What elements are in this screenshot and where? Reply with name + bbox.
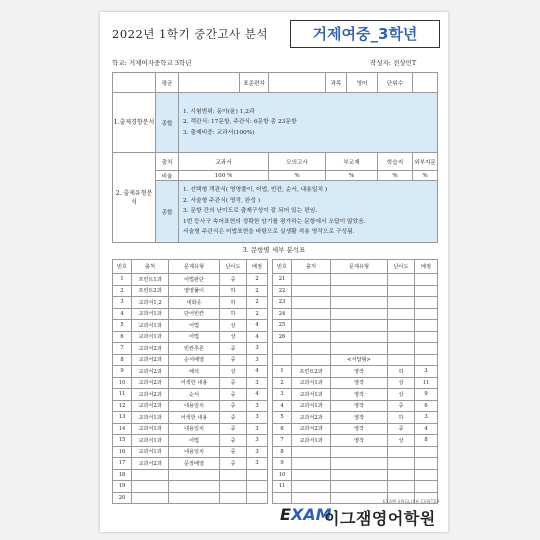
- academy-logo: [280, 499, 440, 529]
- table-cell: 20: [113, 492, 132, 504]
- table-cell: 내용일치: [169, 446, 220, 458]
- list-item: 3. 문항 간의 난이도로 출제구성이 잘 되어 있는 편임.: [183, 208, 318, 215]
- table-cell: 상: [220, 331, 247, 343]
- table-cell: [388, 297, 415, 309]
- table-row: [113, 366, 438, 378]
- table-cell: 어법판단: [169, 274, 220, 286]
- col-header: 출처: [132, 260, 169, 274]
- list-item: 1. 시험범위: 동아(윤) 1,2과: [183, 108, 255, 115]
- table-cell: 순서: [169, 389, 220, 401]
- table-row: [113, 412, 438, 424]
- ratio-cell: %: [378, 171, 413, 181]
- table-cell: 8: [273, 446, 292, 458]
- logo-mark-rest: XAM: [290, 505, 332, 524]
- source-cell: 교과서: [179, 153, 269, 171]
- ratio-cell: 100 %: [179, 171, 269, 181]
- table-row: [113, 274, 438, 286]
- table-cell: 영작: [331, 377, 388, 389]
- table-cell: 영작: [331, 400, 388, 412]
- table-cell: <서답형>: [331, 354, 388, 366]
- source-cell: 학습지: [378, 153, 413, 171]
- table-cell: [415, 469, 438, 481]
- table-cell: 하: [220, 297, 247, 309]
- table-cell: 4: [247, 331, 268, 343]
- col-header: 번호: [113, 260, 132, 274]
- table-cell: 4: [247, 320, 268, 332]
- table-cell: [415, 354, 438, 366]
- col-header: 문제유형: [169, 260, 220, 274]
- table-cell: [292, 458, 331, 470]
- table-cell: 교과서1과: [132, 435, 169, 447]
- table-row: [113, 331, 438, 343]
- table-cell: [388, 274, 415, 286]
- table-cell: 프린트1과: [132, 274, 169, 286]
- table-cell: 교과서1과: [292, 389, 331, 401]
- table-cell: 4: [113, 308, 132, 320]
- table-row: [113, 308, 438, 320]
- table-row: [113, 297, 438, 309]
- table-cell: 교과서1과: [132, 412, 169, 424]
- table-cell: 8: [113, 354, 132, 366]
- table-cell: 상: [388, 389, 415, 401]
- table-cell: 교과서2과: [132, 366, 169, 378]
- table-cell: [415, 446, 438, 458]
- table-cell: 4: [247, 389, 268, 401]
- table-cell: [331, 481, 388, 493]
- logo-mark-e: E: [280, 505, 291, 524]
- table-row: [113, 389, 438, 401]
- section2-list: [179, 181, 438, 243]
- table-cell: 중: [220, 354, 247, 366]
- col-header: 난이도: [220, 260, 247, 274]
- table-cell: 해석: [169, 366, 220, 378]
- table-cell: 10: [113, 377, 132, 389]
- table-cell: 하: [220, 308, 247, 320]
- table-cell: 4: [415, 423, 438, 435]
- detail-body: [113, 274, 438, 504]
- table-cell: 14: [113, 423, 132, 435]
- summary-cell: 영어: [347, 73, 378, 93]
- table-cell: 2: [247, 285, 268, 297]
- table-cell: 영작: [331, 435, 388, 447]
- table-cell: 19: [113, 481, 132, 493]
- table-cell: [169, 481, 220, 493]
- table-cell: 9: [273, 458, 292, 470]
- table-cell: 교과서1과: [292, 435, 331, 447]
- section1-list: [179, 93, 438, 153]
- table-cell: 교과서1과: [292, 400, 331, 412]
- table-cell: [415, 331, 438, 343]
- table-cell: 2: [247, 308, 268, 320]
- table-cell: [220, 492, 247, 504]
- table-cell: [415, 297, 438, 309]
- summary-cell: [269, 73, 326, 93]
- table-row: [113, 285, 438, 297]
- table-cell: 22: [273, 285, 292, 297]
- summary-cell: [413, 73, 438, 93]
- table-cell: [292, 320, 331, 332]
- table-cell: [220, 469, 247, 481]
- table-cell: 2: [273, 377, 292, 389]
- author-line: 작성자: 전상민T: [370, 59, 417, 67]
- source-cell: 외부지문: [413, 153, 438, 171]
- table-row: [113, 435, 438, 447]
- table-cell: 교과서1과: [132, 446, 169, 458]
- table-cell: 2: [247, 297, 268, 309]
- table-cell: [247, 481, 268, 493]
- table-row: [113, 423, 438, 435]
- table-cell: [273, 343, 292, 355]
- table-cell: [388, 331, 415, 343]
- table-cell: [331, 274, 388, 286]
- detail-table: [112, 259, 438, 504]
- table-cell: 3: [113, 297, 132, 309]
- list-item: 2. 객관식: 17문항, 주관식: 6문항 총 23문항: [183, 119, 297, 126]
- list-item: 1. 선택형 객관식( 영영풀이, 어법, 빈칸, 순서, 내용일치 ): [183, 187, 328, 194]
- table-cell: [169, 469, 220, 481]
- table-cell: 25: [273, 320, 292, 332]
- table-cell: 26: [273, 331, 292, 343]
- table-cell: [331, 320, 388, 332]
- table-cell: [388, 469, 415, 481]
- table-cell: 어법: [169, 331, 220, 343]
- table-cell: 상: [220, 366, 247, 378]
- table-cell: 교과서2과: [132, 343, 169, 355]
- academy-name: 이그잼영어학원: [324, 509, 436, 528]
- table-cell: 1: [273, 366, 292, 378]
- table-cell: 3: [415, 366, 438, 378]
- table-cell: [388, 343, 415, 355]
- table-cell: 빈칸추론: [169, 343, 220, 355]
- table-cell: [415, 274, 438, 286]
- table-cell: 11: [415, 377, 438, 389]
- table-cell: 교과서1,2: [132, 297, 169, 309]
- table-cell: 4: [273, 400, 292, 412]
- ratio-cell: %: [326, 171, 378, 181]
- item-label: 종합: [156, 181, 179, 243]
- table-row: [113, 400, 438, 412]
- table-row: [113, 458, 438, 470]
- table-cell: 교과서2과: [132, 389, 169, 401]
- table-cell: 12: [113, 400, 132, 412]
- detail-title: 3. 문항별 세부 분석표: [242, 246, 306, 254]
- table-row: [113, 354, 438, 366]
- table-cell: [292, 331, 331, 343]
- table-cell: 6: [273, 423, 292, 435]
- table-cell: 상: [388, 435, 415, 447]
- table-cell: 중: [220, 274, 247, 286]
- table-cell: [292, 446, 331, 458]
- table-cell: [331, 343, 388, 355]
- source-cell: 출처: [156, 153, 179, 171]
- table-cell: 프린트2과: [292, 366, 331, 378]
- table-cell: 10: [273, 469, 292, 481]
- table-cell: 상: [220, 320, 247, 332]
- table-row: [113, 343, 438, 355]
- table-cell: 2: [113, 285, 132, 297]
- table-cell: 6: [415, 400, 438, 412]
- table-cell: 어색한 내용: [169, 412, 220, 424]
- table-cell: 21: [273, 274, 292, 286]
- table-cell: 영작: [331, 366, 388, 378]
- table-cell: [388, 320, 415, 332]
- table-cell: 중: [220, 435, 247, 447]
- source-cell: 부교재: [326, 153, 378, 171]
- table-cell: 영영풀이: [169, 285, 220, 297]
- table-cell: [415, 458, 438, 470]
- table-cell: 어법: [169, 435, 220, 447]
- table-cell: 중: [220, 389, 247, 401]
- table-cell: 5: [273, 412, 292, 424]
- section-label: 1.출제경향분석: [113, 93, 156, 153]
- logo-tagline: EXAM ENGLISH CENTER: [382, 499, 440, 504]
- table-cell: 중: [220, 400, 247, 412]
- table-cell: 2: [247, 274, 268, 286]
- summary-cell: [113, 73, 156, 93]
- school-name: 거제여중_3학년: [312, 25, 418, 43]
- table-cell: 교과서2과: [132, 354, 169, 366]
- table-cell: [415, 308, 438, 320]
- table-cell: 순서배열: [169, 354, 220, 366]
- table-cell: 상: [388, 377, 415, 389]
- table-cell: [292, 354, 331, 366]
- table-cell: 교과서1과: [132, 331, 169, 343]
- school-line: 학교: 거제여자중학교 3학년: [112, 59, 192, 67]
- table-cell: 프린트2과: [132, 285, 169, 297]
- section-label: 2. 출제유형분석: [113, 153, 156, 243]
- table-cell: 3: [247, 377, 268, 389]
- table-cell: 6: [113, 331, 132, 343]
- col-header: 배점: [247, 260, 268, 274]
- table-cell: 하: [388, 412, 415, 424]
- table-cell: 15: [113, 435, 132, 447]
- table-cell: [292, 285, 331, 297]
- summary-cell: 단위수: [378, 73, 413, 93]
- table-cell: [331, 285, 388, 297]
- table-cell: [132, 469, 169, 481]
- summary-cell: 과목: [326, 73, 347, 93]
- table-cell: [388, 458, 415, 470]
- page-title: 2022년 1학기 중간고사 분석: [112, 27, 269, 41]
- table-cell: 중: [220, 343, 247, 355]
- table-cell: [415, 320, 438, 332]
- table-cell: 3: [247, 423, 268, 435]
- table-cell: 교과서2과: [292, 412, 331, 424]
- table-cell: 3: [247, 354, 268, 366]
- table-cell: [169, 492, 220, 504]
- col-header: 배점: [415, 260, 438, 274]
- table-cell: 중: [220, 446, 247, 458]
- table-cell: 중: [220, 458, 247, 470]
- table-cell: 4: [247, 366, 268, 378]
- table-cell: 3: [247, 435, 268, 447]
- table-cell: [292, 308, 331, 320]
- table-cell: 23: [273, 297, 292, 309]
- table-cell: [415, 481, 438, 493]
- table-cell: 하: [388, 366, 415, 378]
- list-item: 1번 등사구 속어표현의 정확한 암기를 평가하는 문항에서 오답이 많았음.: [183, 218, 366, 225]
- table-cell: [220, 481, 247, 493]
- table-cell: 5: [113, 320, 132, 332]
- table-cell: [388, 308, 415, 320]
- table-cell: 교과서1과: [292, 377, 331, 389]
- col-header: 번호: [273, 260, 292, 274]
- list-item: 3. 출제비중: 교과서(100%): [183, 129, 255, 136]
- table-cell: [247, 492, 268, 504]
- table-cell: 9: [113, 366, 132, 378]
- table-cell: [273, 354, 292, 366]
- list-item: 2. 서술형 주관식( 영작, 완성 ): [183, 197, 261, 204]
- table-cell: 교과서2과: [292, 423, 331, 435]
- table-cell: 교과서2과: [132, 400, 169, 412]
- table-row: [113, 481, 438, 493]
- table-cell: 내용일치: [169, 423, 220, 435]
- table-cell: 24: [273, 308, 292, 320]
- analysis-sheet: [100, 12, 448, 532]
- table-cell: 1: [113, 274, 132, 286]
- table-cell: [388, 354, 415, 366]
- table-cell: [388, 285, 415, 297]
- table-cell: [292, 481, 331, 493]
- table-cell: [415, 343, 438, 355]
- summary-cell: 표준편차: [240, 73, 269, 93]
- ratio-cell: 비율: [156, 171, 179, 181]
- table-cell: [132, 492, 169, 504]
- table-cell: 중: [220, 412, 247, 424]
- table-cell: 교과서1과: [132, 320, 169, 332]
- table-cell: [292, 343, 331, 355]
- summary-cell: 평균: [156, 73, 179, 93]
- table-cell: [331, 331, 388, 343]
- table-cell: 7: [113, 343, 132, 355]
- table-cell: [292, 469, 331, 481]
- table-cell: 17: [113, 458, 132, 470]
- ratio-cell: %: [269, 171, 326, 181]
- table-cell: 16: [113, 446, 132, 458]
- table-row: [113, 446, 438, 458]
- table-cell: 단어빈칸: [169, 308, 220, 320]
- table-cell: 중: [220, 423, 247, 435]
- table-cell: 교과서1과: [132, 308, 169, 320]
- table-cell: 어색한 내용: [169, 377, 220, 389]
- table-cell: 11: [113, 389, 132, 401]
- table-cell: 3: [273, 389, 292, 401]
- school-name-box: [290, 20, 440, 48]
- table-row: [113, 469, 438, 481]
- item-label: 종합: [156, 93, 179, 153]
- table-cell: [331, 458, 388, 470]
- col-header: 난이도: [388, 260, 415, 274]
- table-cell: 3: [247, 343, 268, 355]
- summary-cell: [179, 73, 240, 93]
- table-cell: 13: [113, 412, 132, 424]
- table-cell: [388, 481, 415, 493]
- table-cell: 교과서1과: [132, 423, 169, 435]
- col-header: 출처: [292, 260, 331, 274]
- table-cell: 영작: [331, 423, 388, 435]
- table-cell: 18: [113, 469, 132, 481]
- table-cell: 중: [388, 423, 415, 435]
- table-cell: 11: [273, 481, 292, 493]
- table-cell: 내용일치: [169, 400, 220, 412]
- table-cell: 3: [247, 400, 268, 412]
- table-cell: [292, 297, 331, 309]
- table-cell: [132, 481, 169, 493]
- table-cell: [292, 274, 331, 286]
- table-cell: [331, 297, 388, 309]
- table-cell: [388, 446, 415, 458]
- table-cell: 중: [220, 377, 247, 389]
- table-cell: [331, 446, 388, 458]
- table-cell: 3: [415, 412, 438, 424]
- table-cell: 3: [247, 446, 268, 458]
- table-cell: 교과서2과: [132, 458, 169, 470]
- list-item: 서술형 주관식은 어법표현을 바탕으로 실생활 적용 영작으로 구성됨.: [183, 229, 355, 236]
- col-header: 문제유형: [331, 260, 388, 274]
- summary-table: [112, 72, 438, 243]
- table-cell: 중: [388, 400, 415, 412]
- table-cell: 하: [220, 285, 247, 297]
- table-cell: 3: [247, 458, 268, 470]
- table-cell: 8: [415, 435, 438, 447]
- table-cell: [331, 469, 388, 481]
- table-cell: 9: [415, 389, 438, 401]
- source-cell: 모의고사: [269, 153, 326, 171]
- table-cell: [247, 469, 268, 481]
- table-cell: 영작: [331, 389, 388, 401]
- table-row: [113, 320, 438, 332]
- table-cell: 어법: [169, 320, 220, 332]
- table-cell: [331, 308, 388, 320]
- table-cell: 교과서2과: [132, 377, 169, 389]
- table-cell: 3: [247, 412, 268, 424]
- table-cell: 대화응: [169, 297, 220, 309]
- table-row: [113, 377, 438, 389]
- table-cell: 문장배열: [169, 458, 220, 470]
- table-cell: [415, 285, 438, 297]
- table-cell: 영작: [331, 412, 388, 424]
- ratio-cell: %: [413, 171, 438, 181]
- table-cell: 7: [273, 435, 292, 447]
